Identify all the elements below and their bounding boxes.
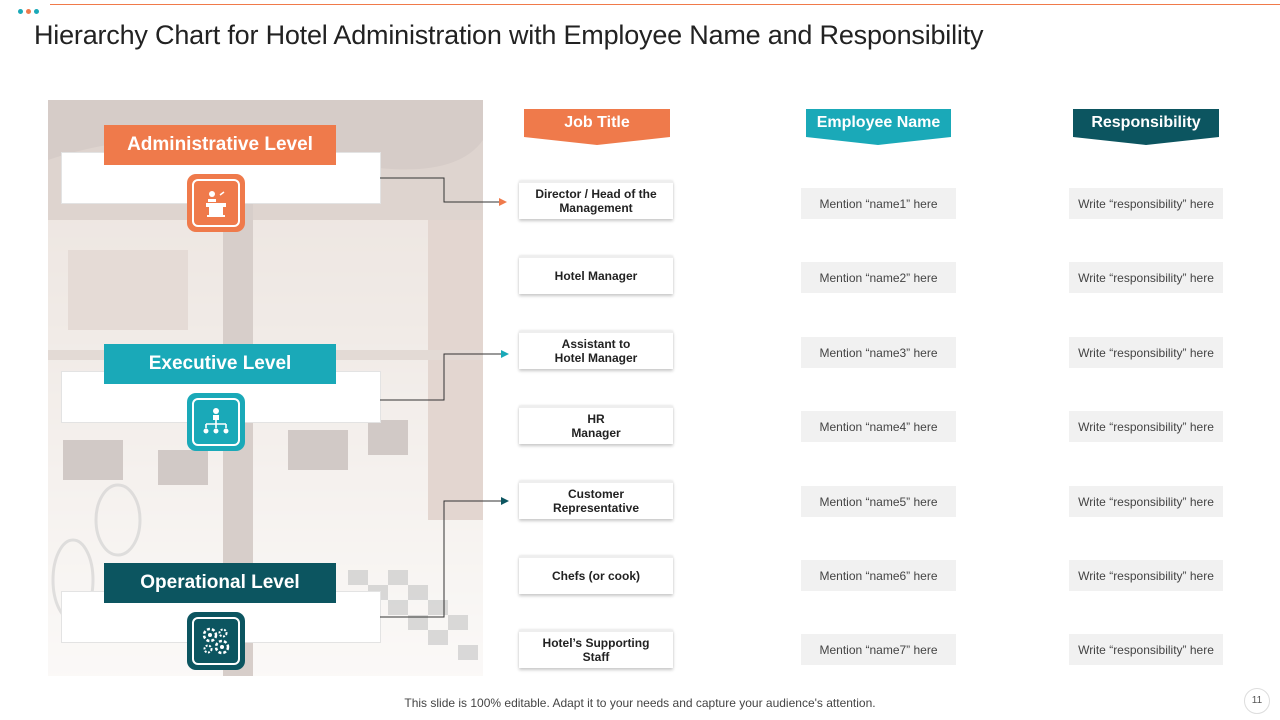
responsibility-cell: Write “responsibility” here: [1069, 560, 1223, 591]
job-title-cell: Director / Head of the Management: [519, 181, 673, 219]
employee-name-cell: Mention “name6” here: [801, 560, 956, 591]
job-title-cell: Assistant to Hotel Manager: [519, 331, 673, 369]
responsibility-cell: Write “responsibility” here: [1069, 486, 1223, 517]
responsibility-cell: Write “responsibility” here: [1069, 634, 1223, 665]
slide-title: Hierarchy Chart for Hotel Administration with Employee Name and Responsibility: [34, 20, 984, 50]
responsibility-header: Responsibility: [1073, 109, 1219, 145]
employee-name-cell: Mention “name4” here: [801, 411, 956, 442]
job-title-cell: Customer Representative: [519, 481, 673, 519]
responsibility-cell: Write “responsibility” here: [1069, 188, 1223, 219]
responsibility-cell: Write “responsibility” here: [1069, 262, 1223, 293]
job-title-cell: Chefs (or cook): [519, 556, 673, 594]
employee-name-cell: Mention “name3” here: [801, 337, 956, 368]
page-number: 11: [1244, 688, 1270, 714]
administrative-level-label: Administrative Level: [104, 125, 336, 165]
job-title-header: Job Title: [524, 109, 670, 145]
employee-name-cell: Mention “name1” here: [801, 188, 956, 219]
footer-note: This slide is 100% editable. Adapt it to your needs and capture your audience's attention.: [404, 696, 876, 710]
responsibility-cell: Write “responsibility” here: [1069, 411, 1223, 442]
operational-level-label: Operational Level: [104, 563, 336, 603]
employee-name-cell: Mention “name2” here: [801, 262, 956, 293]
employee-name-cell: Mention “name5” here: [801, 486, 956, 517]
employee-name-cell: Mention “name7” here: [801, 634, 956, 665]
responsibility-cell: Write “responsibility” here: [1069, 337, 1223, 368]
employee-name-header: Employee Name: [806, 109, 951, 145]
job-title-cell: Hotel’s Supporting Staff: [519, 630, 673, 668]
job-title-cell: HR Manager: [519, 406, 673, 444]
executive-level-label: Executive Level: [104, 344, 336, 384]
job-title-cell: Hotel Manager: [519, 256, 673, 294]
